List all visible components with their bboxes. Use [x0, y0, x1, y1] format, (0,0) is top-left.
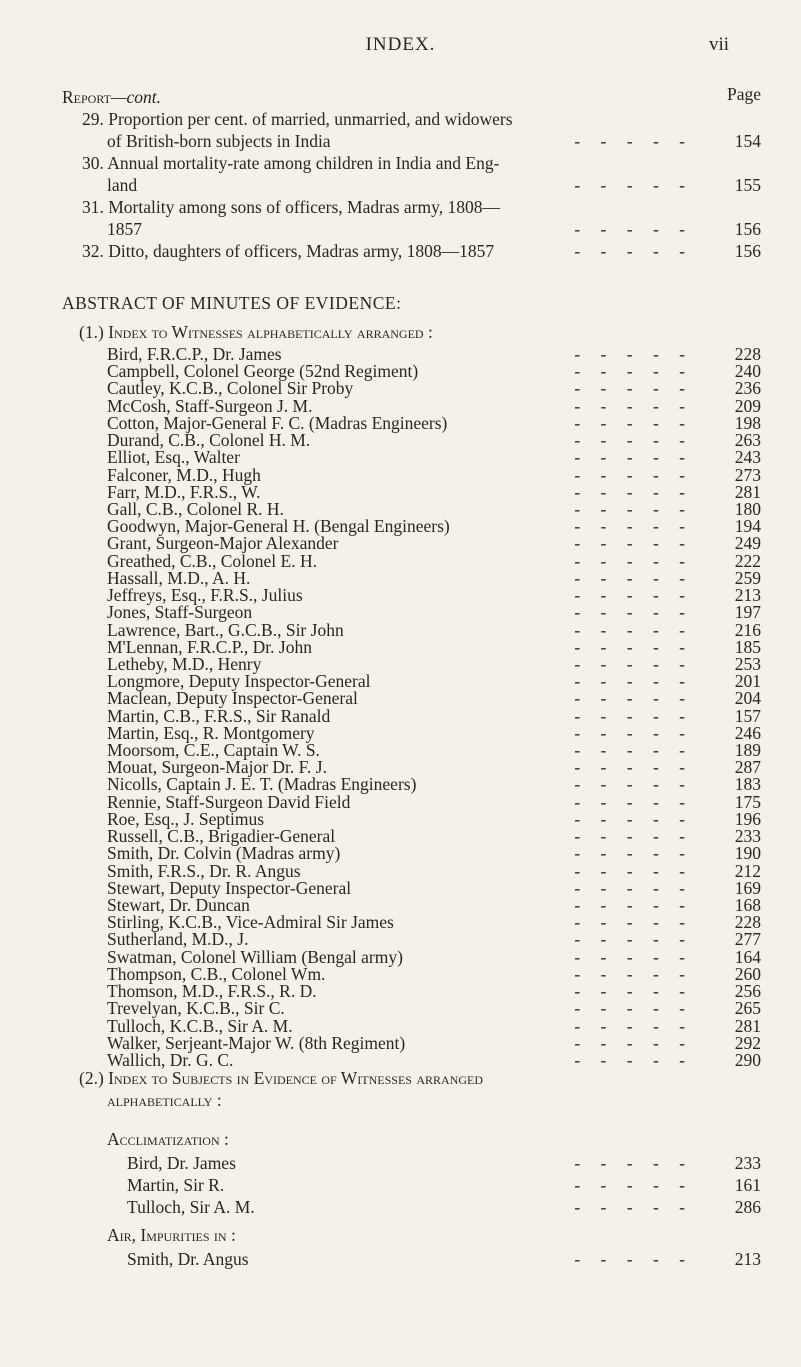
- leader-dashes: - - - - -: [574, 378, 693, 398]
- witness-entry-page: 228: [734, 344, 761, 364]
- leader-dashes: - - - - -: [574, 1197, 693, 1217]
- subject-heading-text: Acclimatization :: [107, 1129, 229, 1149]
- subject-entry-page: 161: [734, 1175, 761, 1195]
- leader-dashes: - - - - -: [574, 1249, 693, 1269]
- witness-entry-text: Farr, M.D., F.R.S., W.: [107, 482, 261, 502]
- subject-entry: [0, 1152, 801, 1174]
- leader-dashes: - - - - -: [574, 929, 693, 949]
- leader-dashes: - - - - -: [574, 757, 693, 777]
- leader-dashes: - - - - -: [574, 175, 693, 195]
- witness-entry-page: 240: [734, 361, 761, 381]
- witness-entry-text: Martin, C.B., F.R.S., Sir Ranald: [107, 706, 331, 726]
- witness-entry-text: Durand, C.B., Colonel H. M.: [107, 430, 311, 450]
- witness-entry-text: Maclean, Deputy Inspector-General: [107, 688, 358, 708]
- witness-entry-page: 281: [734, 1016, 761, 1036]
- witness-entry-page: 185: [734, 637, 761, 657]
- witness-entry-page: 196: [734, 809, 761, 829]
- witness-entry-page: 212: [734, 861, 761, 881]
- witness-entry-text: Cotton, Major-General F. C. (Madras Engineers): [107, 413, 448, 433]
- witness-entry-text: Russell, C.B., Brigadier-General: [107, 826, 336, 846]
- witness-entry-text: Rennie, Staff-Surgeon David Field: [107, 792, 351, 812]
- report-item-3: [0, 218, 801, 240]
- witness-entry-text: Sutherland, M.D., J.: [107, 929, 249, 949]
- leader-dashes: - - - - -: [574, 131, 693, 151]
- witness-entry-text: Jeffreys, Esq., F.R.S., Julius: [107, 585, 303, 605]
- witness-entry-page: 265: [734, 998, 761, 1018]
- witness-entry-page: 243: [734, 447, 761, 467]
- witness-entry-page: 260: [734, 964, 761, 984]
- witness-entry-text: Stewart, Deputy Inspector-General: [107, 878, 352, 898]
- witness-entry-text: Swatman, Colonel William (Bengal army): [107, 947, 403, 967]
- leader-dashes: - - - - -: [574, 219, 693, 239]
- leader-dashes: - - - - -: [574, 1016, 693, 1036]
- witness-entry-text: Elliot, Esq., Walter: [107, 447, 240, 467]
- leader-dashes: - - - - -: [574, 912, 693, 932]
- report-item-3-text: 1857: [107, 219, 142, 239]
- leader-dashes: - - - - -: [574, 947, 693, 967]
- report-item-3-line1-text: 31. Mortality among sons of officers, Madras army, 1808—: [82, 197, 500, 217]
- leader-dashes: - - - - -: [574, 568, 693, 588]
- report-item-1-page: 154: [734, 131, 761, 151]
- leader-dashes: - - - - -: [574, 447, 693, 467]
- report-item-1-line1: [0, 108, 801, 130]
- witness-entry-page: 157: [734, 706, 761, 726]
- witness-entry-text: M'Lennan, F.R.C.P., Dr. John: [107, 637, 312, 657]
- leader-dashes: - - - - -: [574, 241, 693, 261]
- report-heading: [62, 87, 161, 108]
- leader-dashes: - - - - -: [574, 1175, 693, 1195]
- witness-entry-text: Goodwyn, Major-General H. (Bengal Engineers): [107, 516, 450, 536]
- page-title: INDEX.: [365, 34, 436, 55]
- leader-dashes: - - - - -: [574, 637, 693, 657]
- leader-dashes: - - - - -: [574, 981, 693, 1001]
- witness-entry-text: Hassall, M.D., A. H.: [107, 568, 251, 588]
- leader-dashes: - - - - -: [574, 482, 693, 502]
- report-item-1-line1-text: 29. Proportion per cent. of married, unmarried, and widowers: [82, 109, 513, 129]
- witness-entry-text: Jones, Staff-Surgeon: [107, 602, 253, 622]
- report-item-2-line1-text: 30. Annual mortality-rate among children in India and Eng-: [82, 153, 500, 173]
- page-number: vii: [708, 34, 729, 55]
- leader-dashes: - - - - -: [574, 499, 693, 519]
- witness-entry-text: Bird, F.R.C.P., Dr. James: [107, 344, 282, 364]
- witness-entry-page: 259: [734, 568, 761, 588]
- witness-entry-page: 233: [734, 826, 761, 846]
- abstract-title: ABSTRACT OF MINUTES OF EVIDENCE:: [62, 293, 402, 313]
- witness-entry-text: Mouat, Surgeon-Major Dr. F. J.: [107, 757, 327, 777]
- witness-entry-text: Longmore, Deputy Inspector-General: [107, 671, 371, 691]
- report-item-1: [0, 130, 801, 152]
- witness-entry-text: Gall, C.B., Colonel R. H.: [107, 499, 284, 519]
- leader-dashes: - - - - -: [574, 809, 693, 829]
- leader-dashes: - - - - -: [574, 654, 693, 674]
- leader-dashes: - - - - -: [574, 998, 693, 1018]
- leader-dashes: - - - - -: [574, 792, 693, 812]
- report-cont: —cont.: [110, 87, 162, 107]
- subject-entry: [0, 1174, 801, 1196]
- witness-entry-text: Grant, Surgeon-Major Alexander: [107, 533, 339, 553]
- witness-entry-text: Cautley, K.C.B., Colonel Sir Proby: [107, 378, 354, 398]
- report-item-2-text: land: [107, 175, 138, 195]
- leader-dashes: - - - - -: [574, 620, 693, 640]
- witness-entry-page: 168: [734, 895, 761, 915]
- leader-dashes: - - - - -: [574, 465, 693, 485]
- page-column-label: Page: [726, 84, 761, 104]
- leader-dashes: - - - - -: [574, 861, 693, 881]
- witness-entry-text: Thompson, C.B., Colonel Wm.: [107, 964, 326, 984]
- leader-dashes: - - - - -: [574, 516, 693, 536]
- witness-entry-page: 204: [734, 688, 761, 708]
- witness-entry-page: 273: [734, 465, 761, 485]
- subject-entry-page: 286: [734, 1197, 761, 1217]
- witness-entry-page: 228: [734, 912, 761, 932]
- leader-dashes: - - - - -: [574, 1153, 693, 1173]
- witness-entry-page: 194: [734, 516, 761, 536]
- subject-entry-text: Tulloch, Sir A. M.: [127, 1197, 255, 1217]
- leader-dashes: - - - - -: [574, 1050, 693, 1070]
- witness-entry-text: Thomson, M.D., F.R.S., R. D.: [107, 981, 317, 1001]
- witness-entry-page: 201: [734, 671, 761, 691]
- leader-dashes: - - - - -: [574, 878, 693, 898]
- leader-dashes: - - - - -: [574, 361, 693, 381]
- witness-entry-text: Letheby, M.D., Henry: [107, 654, 262, 674]
- leader-dashes: - - - - -: [574, 551, 693, 571]
- witness-entry-text: Stewart, Dr. Duncan: [107, 895, 250, 915]
- report-label: Report: [62, 87, 111, 107]
- witness-entry-page: 189: [734, 740, 761, 760]
- leader-dashes: - - - - -: [574, 1033, 693, 1053]
- subject-entry: [0, 1248, 801, 1270]
- leader-dashes: - - - - -: [574, 533, 693, 553]
- witness-entry-page: 281: [734, 482, 761, 502]
- leader-dashes: - - - - -: [574, 706, 693, 726]
- witness-entry-page: 292: [734, 1033, 761, 1053]
- witness-entry-page: 180: [734, 499, 761, 519]
- witness-entry-text: Nicolls, Captain J. E. T. (Madras Engineers): [107, 774, 417, 794]
- witness-entry-page: 290: [734, 1050, 761, 1070]
- subject-entry-page: 213: [734, 1249, 761, 1269]
- leader-dashes: - - - - -: [574, 413, 693, 433]
- witness-entry-text: Stirling, K.C.B., Vice-Admiral Sir James: [107, 912, 394, 932]
- subject-entry: [0, 1196, 801, 1218]
- witness-entry-text: Smith, Dr. Colvin (Madras army): [107, 843, 341, 863]
- subject-heading-text: Air, Impurities in :: [107, 1225, 236, 1245]
- leader-dashes: - - - - -: [574, 774, 693, 794]
- witness-entry-page: 213: [734, 585, 761, 605]
- report-item-4: [0, 240, 801, 262]
- witness-entry-text: McCosh, Staff-Surgeon J. M.: [107, 396, 313, 416]
- witness-entry-text: Walker, Serjeant-Major W. (8th Regiment): [107, 1033, 406, 1053]
- report-item-3-line1: [0, 196, 801, 218]
- witness-entry-text: Tulloch, K.C.B., Sir A. M.: [107, 1016, 293, 1036]
- leader-dashes: - - - - -: [574, 396, 693, 416]
- witness-entry-text: Lawrence, Bart., G.C.B., Sir John: [107, 620, 344, 640]
- witness-entry-page: 190: [734, 843, 761, 863]
- witness-entry-page: 198: [734, 413, 761, 433]
- leader-dashes: - - - - -: [574, 826, 693, 846]
- witness-entry-page: 256: [734, 981, 761, 1001]
- witness-entry-page: 246: [734, 723, 761, 743]
- witness-entry-page: 209: [734, 396, 761, 416]
- leader-dashes: - - - - -: [574, 430, 693, 450]
- witness-entry-page: 263: [734, 430, 761, 450]
- subject-entry-text: Bird, Dr. James: [127, 1153, 236, 1173]
- subject-heading: [0, 1224, 801, 1246]
- witness-entry-text: Roe, Esq., J. Septimus: [107, 809, 265, 829]
- leader-dashes: - - - - -: [574, 585, 693, 605]
- witness-entry-page: 277: [734, 929, 761, 949]
- report-item-4-text: 32. Ditto, daughters of officers, Madras army, 1808—1857: [82, 241, 495, 261]
- witness-entry-text: Martin, Esq., R. Montgomery: [107, 723, 315, 743]
- witness-entry-page: 175: [734, 792, 761, 812]
- section1-label: (1.) Index to Witnesses alphabetically arranged :: [79, 322, 433, 342]
- witness-entry-page: 169: [734, 878, 761, 898]
- report-item-3-page: 156: [734, 219, 761, 239]
- witness-entry-page: 183: [734, 774, 761, 794]
- leader-dashes: - - - - -: [574, 688, 693, 708]
- witness-entry-text: Wallich, Dr. G. C.: [107, 1050, 234, 1070]
- leader-dashes: - - - - -: [574, 895, 693, 915]
- report-item-2: [0, 174, 801, 196]
- subject-entry-page: 233: [734, 1153, 761, 1173]
- report-item-2-page: 155: [734, 175, 761, 195]
- witness-entry-page: 253: [734, 654, 761, 674]
- report-item-2-line1: [0, 152, 801, 174]
- leader-dashes: - - - - -: [574, 740, 693, 760]
- witness-entry-page: 197: [734, 602, 761, 622]
- witness-entry-text: Moorsom, C.E., Captain W. S.: [107, 740, 320, 760]
- subject-entry-text: Smith, Dr. Angus: [127, 1249, 249, 1269]
- leader-dashes: - - - - -: [574, 671, 693, 691]
- witness-entry-page: 222: [734, 551, 761, 571]
- leader-dashes: - - - - -: [574, 602, 693, 622]
- subject-entry-text: Martin, Sir R.: [127, 1175, 225, 1195]
- witness-entry-page: 249: [734, 533, 761, 553]
- witness-entry-page: 236: [734, 378, 761, 398]
- witness-entry-page: 287: [734, 757, 761, 777]
- section2-label-line1: (2.) Index to Subjects in Evidence of Witnesses arranged: [79, 1068, 484, 1088]
- witness-entry-page: 216: [734, 620, 761, 640]
- witness-entry-text: Campbell, Colonel George (52nd Regiment): [107, 361, 419, 381]
- report-item-4-page: 156: [734, 241, 761, 261]
- subject-heading: [0, 1128, 801, 1150]
- witness-entry-text: Falconer, M.D., Hugh: [107, 465, 261, 485]
- leader-dashes: - - - - -: [574, 723, 693, 743]
- report-item-1-text: of British-born subjects in India: [107, 131, 331, 151]
- witness-entry-text: Trevelyan, K.C.B., Sir C.: [107, 998, 285, 1018]
- leader-dashes: - - - - -: [574, 344, 693, 364]
- witness-entry-text: Smith, F.R.S., Dr. R. Angus: [107, 861, 301, 881]
- leader-dashes: - - - - -: [574, 843, 693, 863]
- witness-entry-page: 164: [734, 947, 761, 967]
- section2-label-line2: alphabetically :: [107, 1090, 222, 1110]
- witness-entry-text: Greathed, C.B., Colonel E. H.: [107, 551, 317, 571]
- leader-dashes: - - - - -: [574, 964, 693, 984]
